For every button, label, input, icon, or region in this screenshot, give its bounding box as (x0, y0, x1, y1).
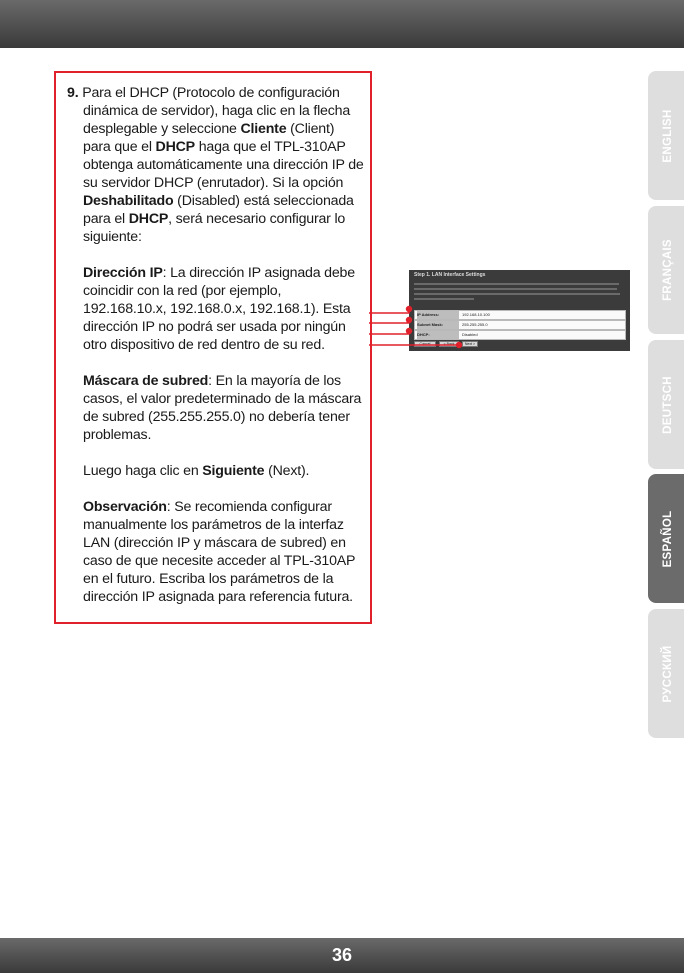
bold-term: Observación (83, 499, 167, 515)
tab-francais-label: FRANÇAIS (662, 239, 674, 301)
next-button[interactable]: Next > (462, 341, 478, 347)
bold-term: Cliente (240, 121, 287, 137)
bold-term: Siguiente (202, 463, 265, 479)
step-number: 9. (67, 85, 79, 101)
tab-deutsch-label: DEUTSCH (662, 375, 674, 434)
tab-russian[interactable] (648, 609, 684, 738)
back-button[interactable]: < Back (439, 341, 459, 347)
bold-term: Deshabilitado (83, 193, 174, 209)
bold-term: Dirección IP (83, 265, 163, 281)
tab-espanol-label: ESPAÑOL (662, 510, 674, 567)
callout-dot-subnet-mask (406, 317, 412, 323)
next-paragraph: Luego haga clic en Siguiente (Next). (83, 463, 310, 479)
subnet-mask-label: Subnet Mask: (417, 321, 459, 329)
callout-dot-next (456, 342, 462, 348)
callout-ip-address (369, 308, 409, 313)
dhcp-label: DHCP: (417, 331, 459, 339)
step-intro-text: Para el DHCP (Protocolo de configuración dinámica de servidor), haga clic en la flecha desplegable y seleccione Cliente (Client) para que el DHCP haga que el TPL-310AP obtenga automáticamente una dirección IP de su servidor DHCP (enrutador). Si la opción Deshabilitado (Disabled) está seleccionada para el DHCP, será necesario configurar lo siguiente: (82, 85, 364, 245)
bold-term: DHCP (128, 211, 169, 227)
tab-english-label: ENGLISH (662, 108, 674, 163)
dhcp-select[interactable]: Disabled (462, 332, 478, 337)
callout-subnet-mask (369, 319, 409, 323)
page-number: 36 (331, 945, 353, 965)
tab-francais[interactable] (648, 206, 684, 334)
tab-deutsch[interactable] (648, 340, 684, 469)
bold-term: DHCP (155, 139, 195, 155)
cancel-button[interactable]: Cancel (414, 341, 436, 347)
subnet-mask-field[interactable]: 255.255.255.0 (462, 322, 488, 327)
note-paragraph: Observación: Se recomienda configurar manualmente los parámetros de la interfaz LAN (dirección IP y máscara de subred) en caso de que necesite acceder al TPL-310AP en el futuro. Escriba los parámetros de la dirección IP asignada para referencia futura. (83, 499, 356, 605)
tab-russian-label: РУССКИЙ (662, 645, 674, 702)
bold-term: Máscara de subred (83, 373, 209, 389)
screenshot-title: Step 1. LAN Interface Settings (414, 272, 486, 278)
tab-english[interactable] (648, 71, 684, 200)
callout-dot-ip-address (406, 306, 412, 312)
ip-address-field[interactable]: 192.168.10.100 (462, 312, 490, 317)
ip-address-paragraph: Dirección IP: La dirección IP asignada debe coincidir con la red (por ejemplo, 192.168.10.x, 192.168.0.x, 192.168.1). Esta dirección IP no podrá ser usada por ningún otro dispositivo de red dentro de su red. (83, 265, 355, 353)
tab-espanol[interactable] (648, 474, 684, 603)
ip-address-label: IP Address: (417, 311, 459, 319)
subnet-mask-paragraph: Máscara de subred: En la mayoría de los casos, el valor predeterminado de la máscara de subred (255.255.255.0) no debería tener problemas. (83, 373, 362, 443)
callout-dot-dhcp (406, 328, 412, 334)
callout-dhcp (369, 330, 409, 334)
